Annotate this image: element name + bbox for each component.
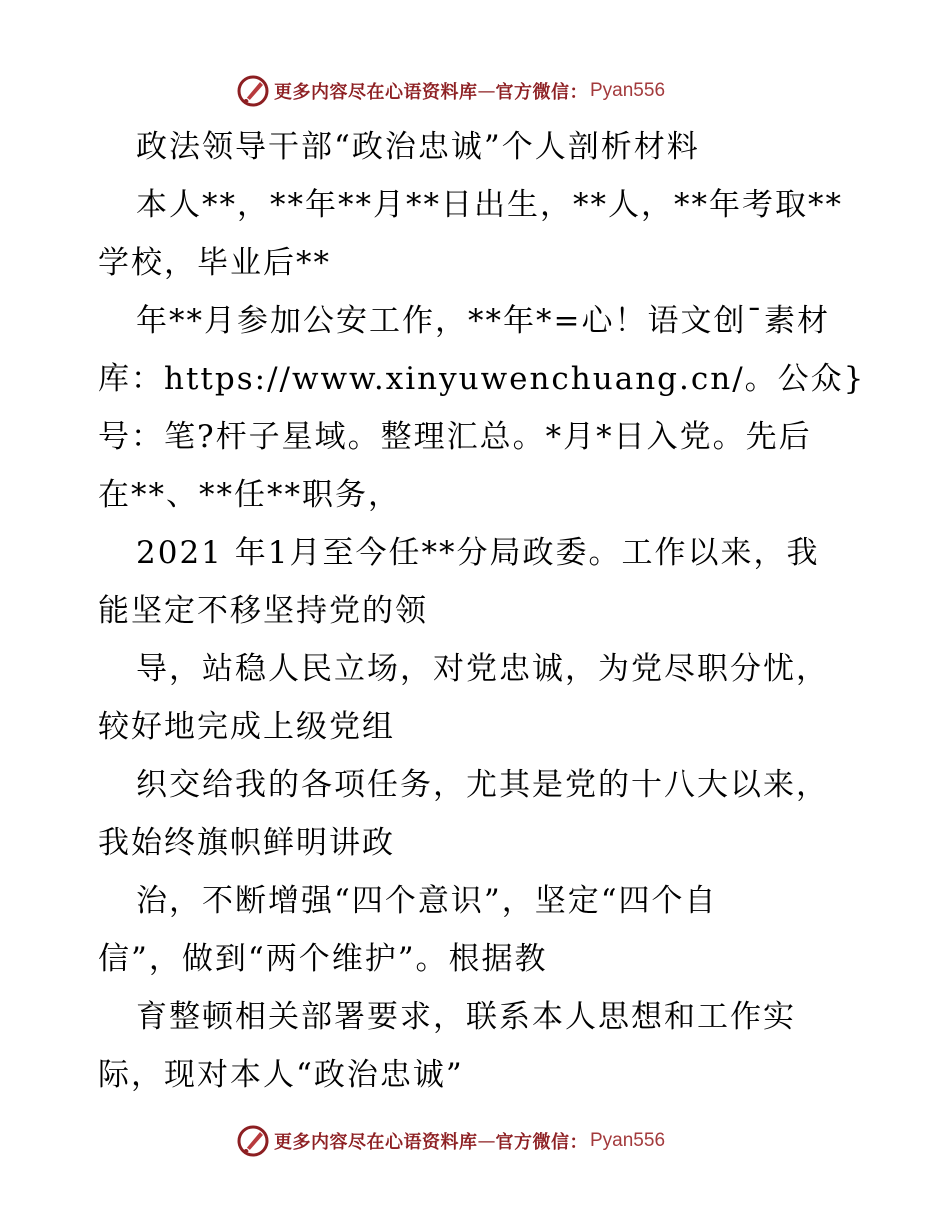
paragraph-line: 本人**，**年**月**日出生，**人，**年考取** bbox=[136, 187, 843, 223]
header-banner bbox=[236, 74, 665, 108]
header-banner-wechat-id: Pyan556 bbox=[590, 80, 666, 101]
paragraph-line: 治，不断增强“四个意识”，坚定“四个自 bbox=[136, 883, 718, 919]
paragraph-line: 学校，毕业后** bbox=[98, 245, 331, 281]
paragraph-line: 信”，做到“两个维护”。根据教 bbox=[98, 941, 548, 977]
header-banner-text: 更多内容尽在心语资料库 bbox=[274, 82, 478, 103]
paragraph-line: 2021 年1月至今任**分局政委。工作以来，我 bbox=[136, 535, 820, 571]
paragraph-line: 际，现对本人“政治忠诚” bbox=[98, 1057, 464, 1093]
quill-pen-logo-icon bbox=[236, 1124, 270, 1158]
footer-banner-text: 更多内容尽在心语资料库 bbox=[274, 1132, 478, 1153]
paragraph-line: 导，站稳人民立场，对党忠诚，为党尽职分忧， bbox=[136, 651, 829, 687]
document-title: 政法领导干部“政治忠诚”个人剖析材料 bbox=[136, 129, 700, 165]
paragraph-line: 库：https://www.xinyuwenchuang.cn/。公众} bbox=[98, 361, 866, 397]
paragraph-line: 较好地完成上级党组 bbox=[98, 709, 395, 745]
header-banner-label: 官方微信： bbox=[495, 82, 588, 103]
footer-banner-label: 官方微信： bbox=[495, 1132, 588, 1153]
paragraph-line: 年**月参加公安工作，**年*=心！语文创¯素材 bbox=[136, 303, 830, 339]
paragraph-line: 在**、**任**职务， bbox=[98, 477, 401, 513]
paragraph-line: 育整顿相关部署要求，联系本人思想和工作实 bbox=[136, 999, 796, 1035]
paragraph-line: 能坚定不移坚持党的领 bbox=[98, 593, 428, 629]
paragraph-line: 号：笔?杆子星域。整理汇总。*月*日入党。先后 bbox=[98, 419, 812, 455]
paragraph-line: 我始终旗帜鲜明讲政 bbox=[98, 825, 395, 861]
footer-banner bbox=[236, 1124, 665, 1158]
paragraph-line: 织交给我的各项任务，尤其是党的十八大以来， bbox=[136, 767, 829, 803]
footer-banner-wechat-id: Pyan556 bbox=[590, 1130, 666, 1151]
quill-pen-logo-icon bbox=[236, 74, 270, 108]
header-banner-separator: — bbox=[477, 80, 496, 102]
footer-banner-separator: — bbox=[477, 1130, 496, 1152]
